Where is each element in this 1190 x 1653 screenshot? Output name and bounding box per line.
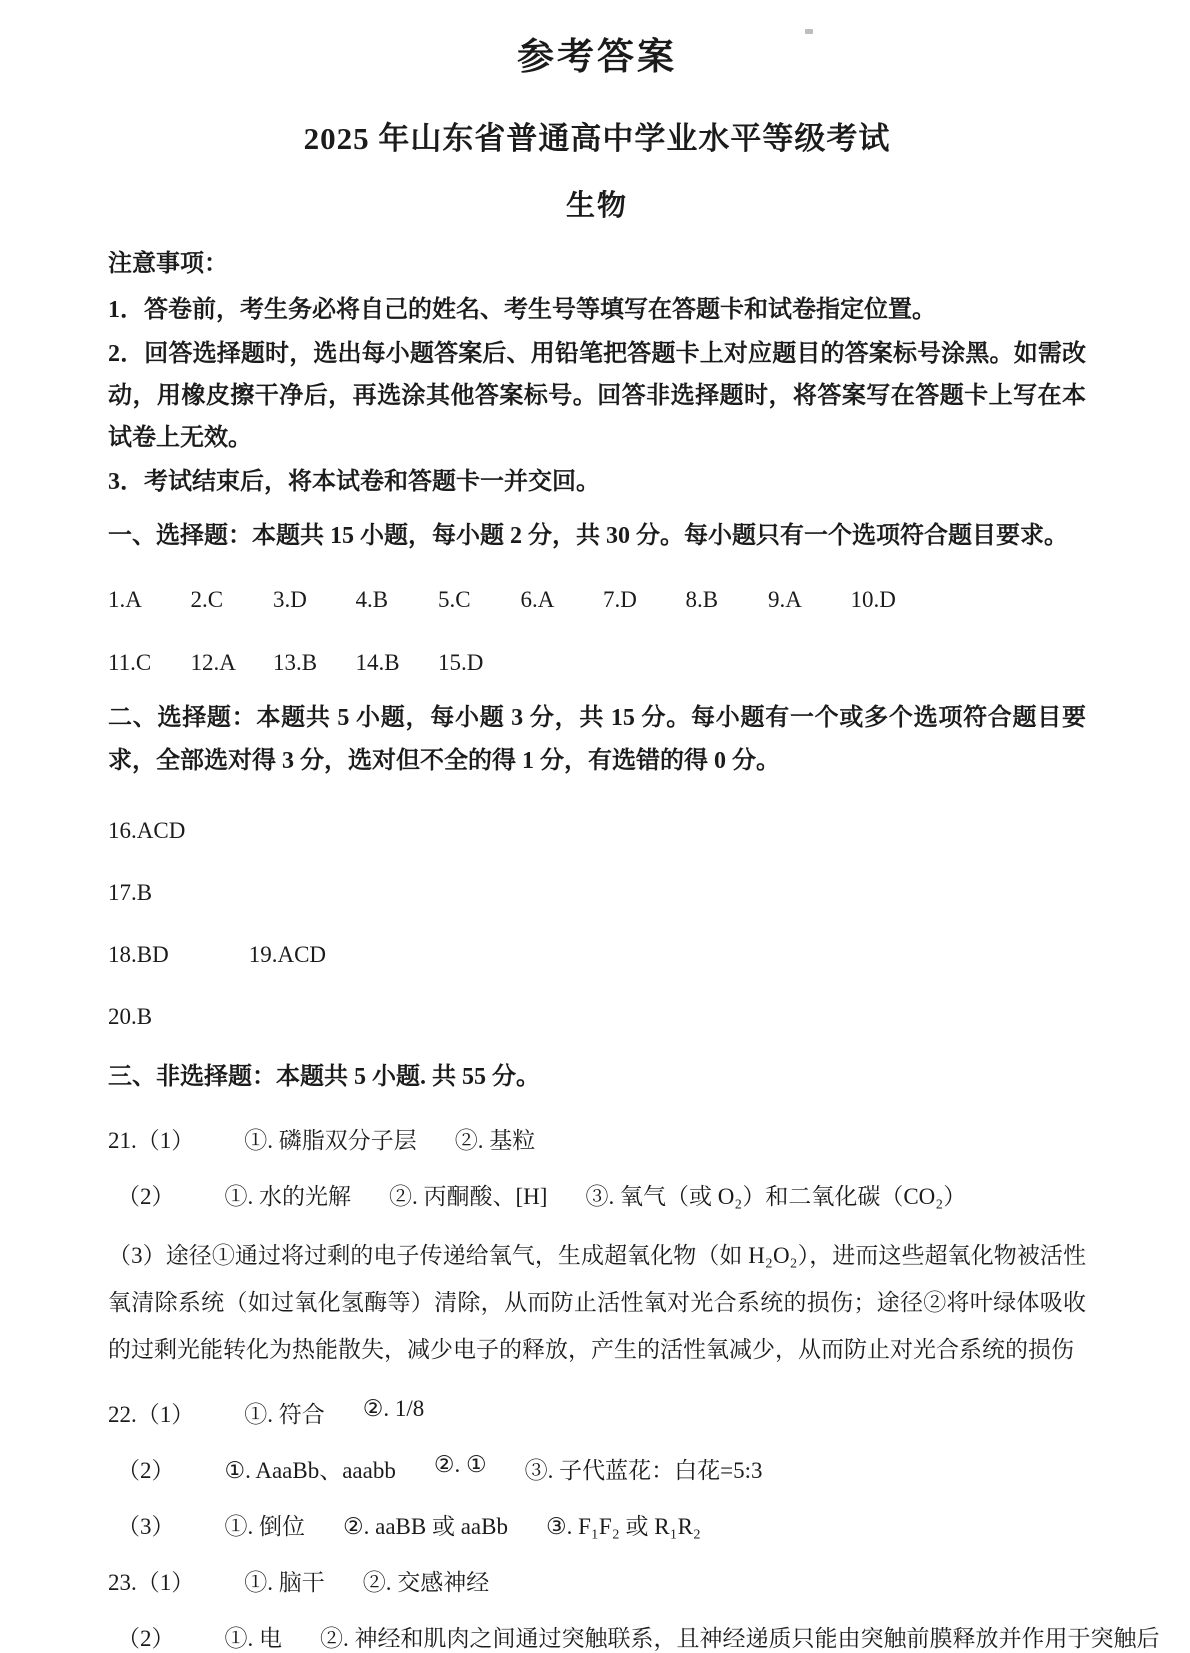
exam-name: 2025 年山东省普通高中学业水平等级考试	[303, 121, 891, 156]
q22-part3-item2: ②. aaBB 或 aaBb	[343, 1514, 508, 1539]
answer-q19: 19.ACD	[248, 942, 327, 967]
q21-part2-item1: ①. 水的光解	[224, 1184, 351, 1209]
q23-part1-label: 23.（1）	[108, 1570, 195, 1595]
notice-item-2: 2．回答选择题时，选出每小题答案后、用铅笔把答题卡上对应题目的答案标号涂黑。如需改动，用橡皮擦干净后，再选涂其他答案标号。回答非选择题时，将答案写在答题卡上写在本试卷上无效。	[108, 341, 1086, 451]
q22-part3-item3: ③. F₁F₂ 或 R₁R₂	[545, 1514, 701, 1539]
q22-part3-items	[225, 1508, 701, 1541]
q22-part1-items	[244, 1396, 424, 1429]
answer-q6: 6.A	[520, 587, 555, 612]
answer-q10: 10.D	[850, 587, 896, 612]
q23-part2-item1: ①. 电	[224, 1626, 282, 1651]
section1-answers-row1	[108, 587, 1086, 613]
exam-subject: 生物	[565, 190, 628, 222]
q21-part1-label: 21.（1）	[108, 1128, 195, 1153]
answer-q3: 3.D	[273, 587, 307, 612]
q22-part2-item1: ①. AaaBb、aaabb	[224, 1458, 396, 1483]
answer-q21-part1	[108, 1122, 1086, 1155]
q23-part2-label: （2）	[117, 1626, 175, 1651]
q22-part3-label: （3）	[117, 1514, 175, 1539]
answer-q5: 5.C	[438, 587, 471, 612]
answer-q7: 7.D	[603, 587, 637, 612]
answer-q21-part2	[108, 1178, 1086, 1211]
answer-q14: 14.B	[355, 650, 400, 675]
q21-part2-items	[225, 1178, 967, 1211]
q22-part3-item1: ①. 倒位	[224, 1514, 305, 1539]
section2-heading: 二、选择题：本题共 5 小题，每小题 3 分，共 15 分。每小题有一个或多个选项符合题目要求，全部选对得 3 分，选对但不全的得 1 分，有选错的得 0 分。	[108, 705, 1086, 774]
answer-q17: 17.B	[108, 880, 153, 905]
section1-heading: 一、选择题：本题共 15 小题，每小题 2 分，共 30 分。每小题只有一个选项符合题目要求。	[108, 523, 1068, 549]
q21-part1-item2: ②. 基粒	[454, 1128, 536, 1153]
q22-part2-items	[225, 1452, 763, 1485]
notice-heading: 注意事项：	[108, 251, 228, 277]
answer-q23-part1	[108, 1564, 1086, 1597]
q21-part1-item1: ①. 磷脂双分子层	[244, 1128, 417, 1153]
answer-q18: 18.BD	[108, 942, 169, 967]
q21-part2-label: （2）	[117, 1184, 175, 1209]
section3-heading: 三、非选择题：本题共 5 小题. 共 55 分。	[108, 1064, 540, 1090]
answer-q21-part3: （3）途径①通过将过剩的电子传递给氧气，生成超氧化物（如 H₂O₂），进而这些超氧化物被活性氧清除系统（如过氧化氢酶等）清除，从而防止活性氧对光合系统的损伤；途径②将叶绿体吸收的过剩光能转化为热能散失，减少电子的释放，产生的活性氧减少，从而防止对光合系统的损伤	[108, 1243, 1086, 1362]
notice-item-3: 3．考试结束后，将本试卷和答题卡一并交回。	[108, 469, 600, 495]
section1-answers-row2	[108, 650, 1086, 676]
page-title: 参考答案	[517, 37, 677, 78]
q23-part1-item2: ②. 交感神经	[362, 1570, 490, 1595]
q22-part1-item1: ①. 符合	[244, 1402, 325, 1427]
answer-q8: 8.B	[685, 587, 719, 612]
q21-part1-items	[244, 1122, 535, 1155]
answer-q4: 4.B	[355, 587, 389, 612]
q22-part2-item2: ②. ①	[433, 1452, 487, 1477]
answer-q16: 16.ACD	[108, 818, 186, 843]
answer-q2: 2.C	[190, 587, 224, 612]
q23-part1-items	[244, 1564, 489, 1597]
q23-part2-item2: ②. 神经和肌肉之间通过突触联系，且神经递质只能由突触前膜释放并作用于突触后	[320, 1626, 1160, 1651]
answers-q18-q19	[108, 942, 1086, 968]
answer-q20: 20.B	[108, 1004, 153, 1029]
answer-q22-part1	[108, 1396, 1086, 1429]
notice-item-1: 1．答卷前，考生务必将自己的姓名、考生号等填写在答题卡和试卷指定位置。	[108, 297, 936, 323]
answer-q11: 11.C	[108, 650, 152, 675]
q23-part1-item1: ①. 脑干	[244, 1570, 325, 1595]
answer-q9: 9.A	[768, 587, 802, 612]
q22-part2-item3: ③. 子代蓝花：白花=5:3	[524, 1458, 763, 1483]
answer-q1: 1.A	[108, 587, 142, 612]
q22-part1-label: 22.（1）	[108, 1402, 195, 1427]
q21-part2-item3: ③. 氧气（或 O₂）和二氧化碳（CO₂）	[585, 1184, 967, 1209]
answer-q22-part3	[108, 1508, 1086, 1541]
answer-q13: 13.B	[273, 650, 318, 675]
answer-q22-part2	[108, 1452, 1086, 1485]
answer-q12: 12.A	[190, 650, 236, 675]
q22-part1-item2: ②. 1/8	[362, 1396, 425, 1421]
answer-q15: 15.D	[438, 650, 484, 675]
q23-part2-items	[225, 1620, 1160, 1653]
q22-part2-label: （2）	[117, 1458, 175, 1483]
answer-q23-part2	[108, 1620, 1160, 1653]
q21-part2-item2: ②. 丙酮酸、[H]	[389, 1184, 548, 1209]
